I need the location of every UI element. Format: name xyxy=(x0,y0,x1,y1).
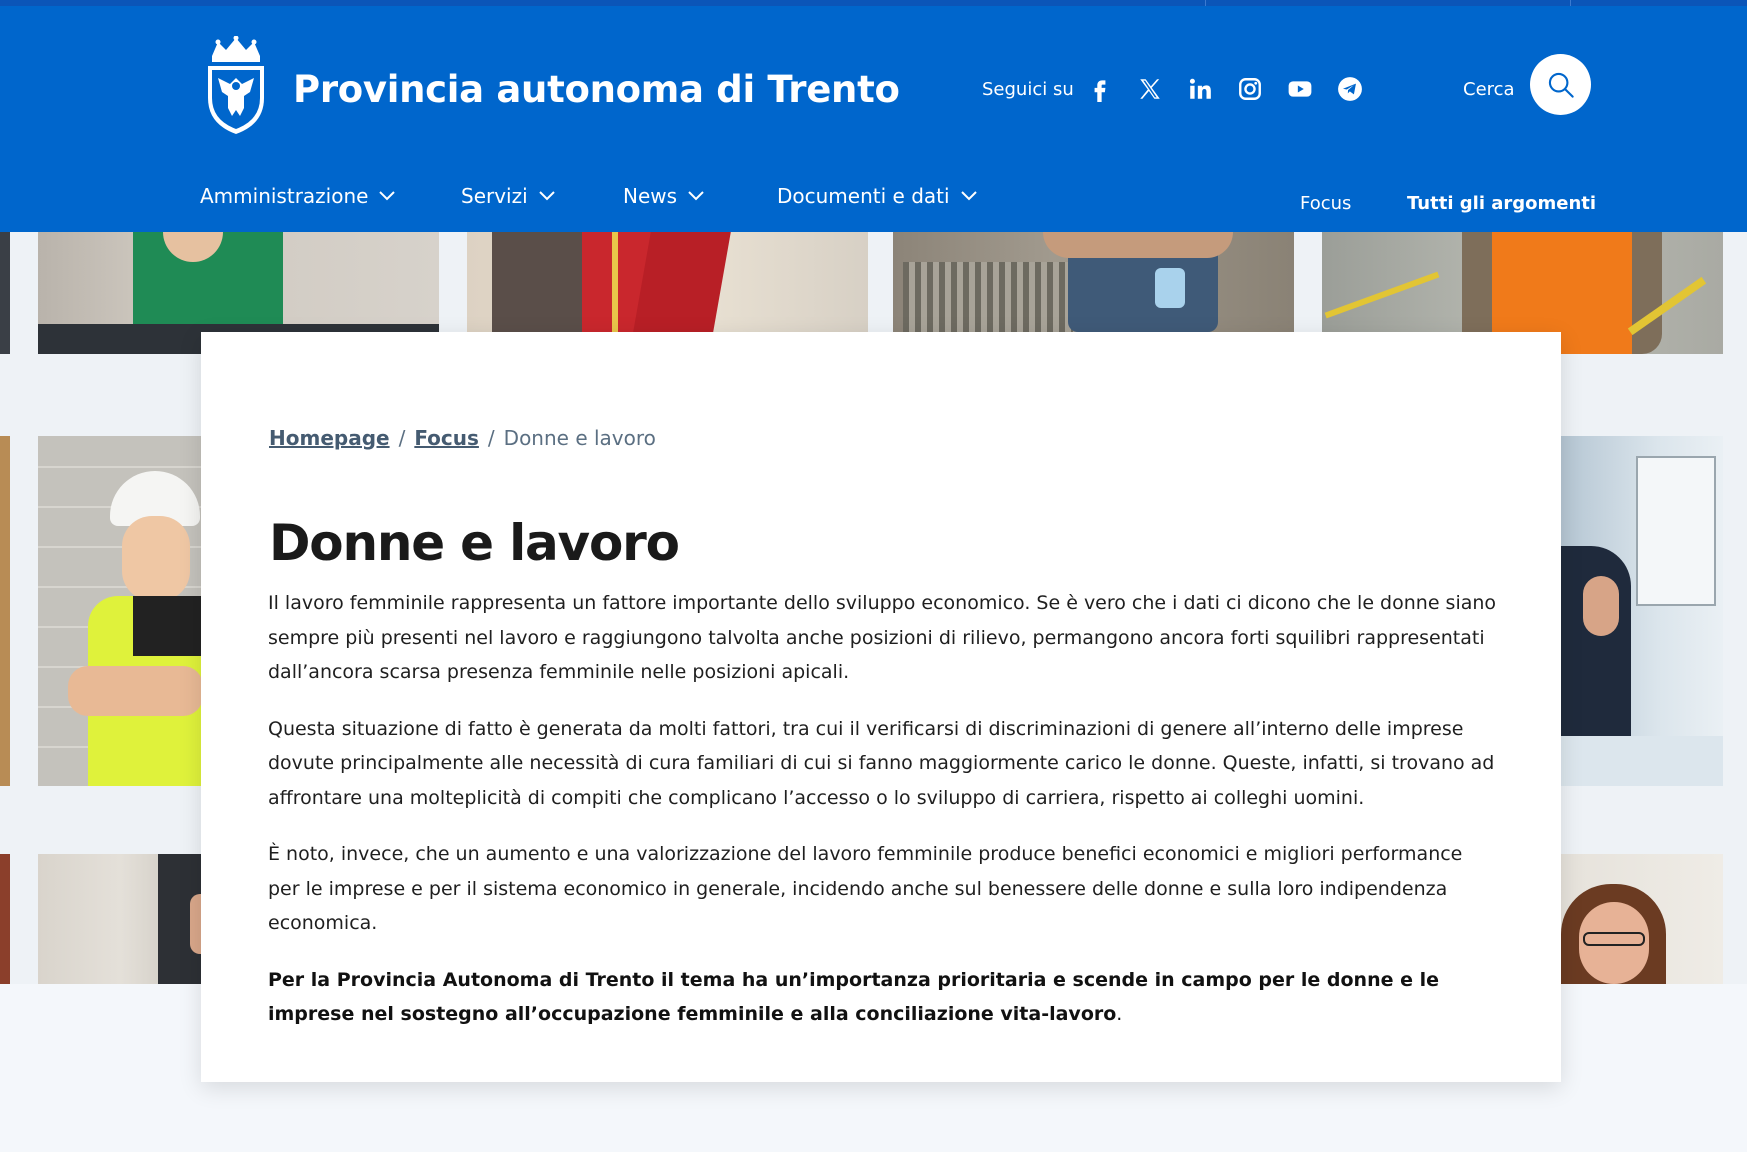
nav-label: Servizi xyxy=(461,184,528,208)
breadcrumb-current: Donne e lavoro xyxy=(503,426,656,450)
page-title: Donne e lavoro xyxy=(269,514,679,572)
nav-documenti-e-dati[interactable] xyxy=(777,184,978,208)
youtube-icon[interactable] xyxy=(1285,74,1315,104)
chevron-down-icon xyxy=(687,190,705,202)
body-paragraph: È noto, invece, che un aumento e una valorizzazione del lavoro femminile produce benefici economici e migliori performance per le imprese e per il sistema economico in generale, incidendo anche sul benessere delle donne e sulla loro indipendenza economica. xyxy=(268,843,1463,934)
photo-tile xyxy=(38,436,203,786)
photo-tile xyxy=(893,232,1294,332)
telegram-icon[interactable] xyxy=(1335,74,1365,104)
nav-amministrazione[interactable] xyxy=(200,184,396,208)
nav-label: Amministrazione xyxy=(200,184,369,208)
breadcrumb xyxy=(269,426,656,450)
nav-label: Documenti e dati xyxy=(777,184,950,208)
highlighted-paragraph xyxy=(268,963,1498,1032)
photo-tile xyxy=(0,436,10,786)
follow-us-label: Seguici su xyxy=(982,79,1074,100)
nav-focus[interactable]: Focus xyxy=(1300,193,1352,214)
facebook-icon[interactable] xyxy=(1085,74,1115,104)
breadcrumb-home-link[interactable]: Homepage xyxy=(269,426,390,450)
photo-tile xyxy=(1561,436,1723,786)
x-twitter-icon[interactable] xyxy=(1135,74,1165,104)
search-label: Cerca xyxy=(1463,79,1515,100)
highlighted-paragraph-text: Per la Provincia Autonoma di Trento il tema ha un’importanza prioritaria e scende in campo per le donne e le imprese nel sostegno all’occupazione femminile e alla conciliazione vita-lavoro xyxy=(268,968,1440,1025)
content-card xyxy=(201,332,1561,1082)
chevron-down-icon xyxy=(960,190,978,202)
instagram-icon[interactable] xyxy=(1235,74,1265,104)
search-button[interactable] xyxy=(1530,54,1591,115)
photo-tile xyxy=(0,232,10,354)
photo-tile xyxy=(0,854,10,984)
breadcrumb-separator: / xyxy=(487,426,495,450)
nav-news[interactable] xyxy=(623,184,705,208)
nav-all-topics[interactable]: Tutti gli argomenti xyxy=(1407,193,1597,214)
search-icon xyxy=(1547,71,1575,99)
photo-tile xyxy=(1561,854,1723,984)
body-paragraph: Il lavoro femminile rappresenta un fattore importante dello sviluppo economico. Se è vero che i dati ci dicono che le donne siano sempre più presenti nel lavoro e raggiungono talvolta anche posizioni di rilievo, permangono ancora forti squilibri rappresentati dall’ancora scarsa presenza femminile nelle posizioni apicali. xyxy=(268,592,1497,683)
photo-tile xyxy=(38,854,203,984)
site-header xyxy=(0,6,1747,232)
body-paragraph: Questa situazione di fatto è generata da molti fattori, tra cui il verificarsi di discriminazioni di genere all’interno delle imprese dovute principalmente alle necessità di cura familiari di cui si fanno maggiormente carico le donne. Queste, infatti, si trovano ad affrontare una molteplicità di compiti che complicano l’accesso o lo sviluppo di carriera, rispetto ai colleghi uomini. xyxy=(268,717,1495,809)
article-body xyxy=(268,586,1498,1054)
nav-label: News xyxy=(623,184,678,208)
chevron-down-icon xyxy=(378,190,396,202)
breadcrumb-separator: / xyxy=(398,426,406,450)
coat-of-arms-logo[interactable] xyxy=(204,36,268,138)
chevron-down-icon xyxy=(538,190,556,202)
highlighted-paragraph-end: . xyxy=(1116,1003,1123,1025)
photo-tile xyxy=(467,232,868,332)
breadcrumb-focus-link[interactable]: Focus xyxy=(414,426,479,450)
nav-servizi[interactable] xyxy=(461,184,556,208)
linkedin-icon[interactable] xyxy=(1185,74,1215,104)
site-title[interactable]: Provincia autonoma di Trento xyxy=(293,68,900,111)
